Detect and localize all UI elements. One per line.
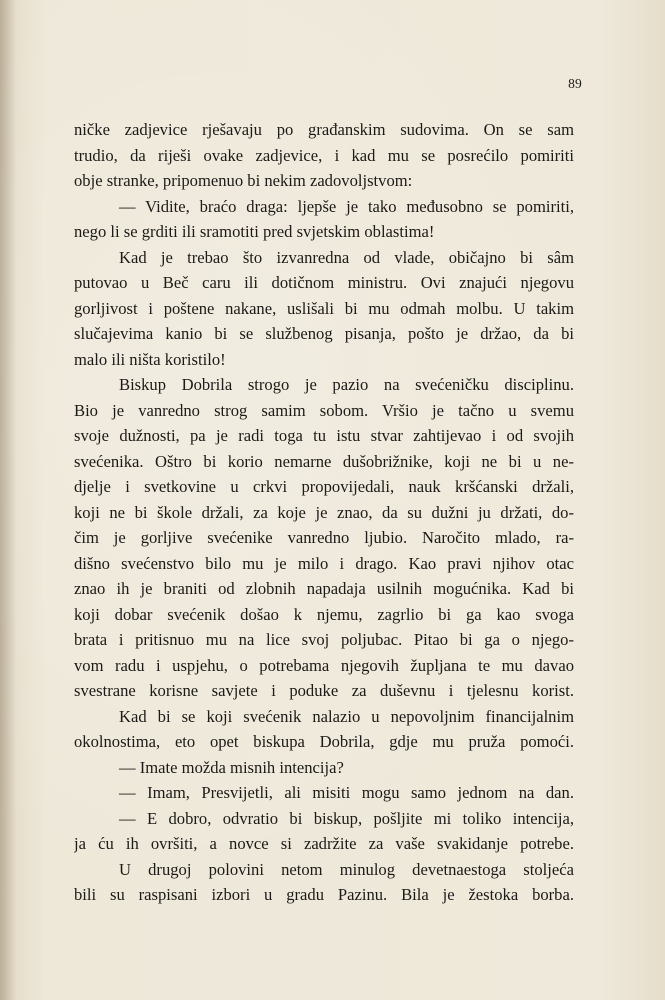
text-line: U drugoj polovini netom minulog devetnaestoga stoljeća — [119, 859, 574, 879]
page-number: 89 — [568, 76, 582, 91]
text-line: nego li se grditi ili sramotiti pred svjetskim oblastima! — [74, 222, 435, 241]
text-line: malo ili ništa koristilo! — [74, 349, 226, 369]
text-line: slučajevima kanio bi se službenog pisanja, pošto je držao, da bi — [74, 324, 574, 343]
text-line: čim je gorljive svećenike vanredno ljubio. Naročito mlado, ra- — [74, 528, 574, 547]
text-line: Kad bi se koji svećenik nalazio u nepovoljnim financijalnim — [119, 706, 574, 726]
text-line: — Imam, Presvijetli, ali misiti mogu samo jednom na dan. — [119, 783, 574, 802]
text-line: obje stranke, pripomenuo bi nekim zadovoljstvom: — [74, 171, 413, 190]
text-line: svoje dužnosti, pa je radi toga tu istu stvar zahtijevao i od svojih — [74, 426, 574, 445]
text-line: ja ću ih ovršiti, a novce si zadržite za vaše svakidanje potrebe. — [74, 834, 574, 853]
body-text — [74, 117, 574, 908]
text-line: djelje i svetkovine u crkvi propovijedali, nauk kršćanski držali, — [74, 477, 574, 496]
text-line: bili su raspisani izbori u gradu Pazinu. Bila je žestoka borba. — [74, 885, 574, 904]
text-line: Biskup Dobrila strogo je pazio na svećeničku disciplinu. — [119, 375, 574, 394]
text-line: znao ih je braniti od zlobnih napadaja usilnih mogućnika. Kad bi — [74, 579, 574, 598]
text-line: — Imate možda misnih intencija? — [119, 757, 344, 777]
text-line: koji dobar svećenik došao k njemu, zagrlio bi ga kao svoga — [74, 604, 574, 624]
text-line: putovao u Beč caru ili dotičnom ministru. Ovi znajući njegovu — [74, 273, 574, 292]
text-line: svećenika. Oštro bi korio nemarne dušobrižnike, koji ne bi u ne- — [74, 451, 574, 471]
text-line: koji ne bi škole držali, za koje je znao, da su dužni ju držati, do- — [74, 502, 574, 522]
text-line: Kad je trebao što izvanredna od vlade, običajno bi sâm — [119, 247, 574, 267]
text-line: okolnostima, eto opet biskupa Dobrila, gdje mu pruža pomoći. — [74, 732, 574, 751]
text-line: Bio je vanredno strog samim sobom. Vršio je tačno u svemu — [74, 400, 574, 420]
text-line: trudio, da riješi ovake zadjevice, i kad mu se posrećilo pomiriti — [74, 145, 574, 165]
text-line: ničke zadjevice rješavaju po građanskim sudovima. On se sam — [74, 120, 574, 139]
text-line: gorljivost i poštene nakane, uslišali bi mu odmah molbu. U takim — [74, 298, 574, 318]
text-line: svestrane korisne savjete i poduke za duševnu i tjelesnu korist. — [74, 681, 574, 700]
binding-shadow — [0, 0, 16, 1000]
text-line: dišno svećenstvo bilo mu je milo i drago. Kao pravi njihov otac — [74, 553, 574, 573]
text-line: — Vidite, braćo draga: ljepše je tako međusobno se pomiriti, — [119, 196, 574, 216]
text-line: — E dobro, odvratio bi biskup, pošljite mi toliko intencija, — [119, 808, 574, 828]
text-line: vom radu i uspjehu, o potrebama njegovih župljana te mu davao — [74, 655, 574, 675]
text-line: brata i pritisnuo mu na lice svoj poljubac. Pitao bi ga o njego- — [74, 630, 574, 649]
